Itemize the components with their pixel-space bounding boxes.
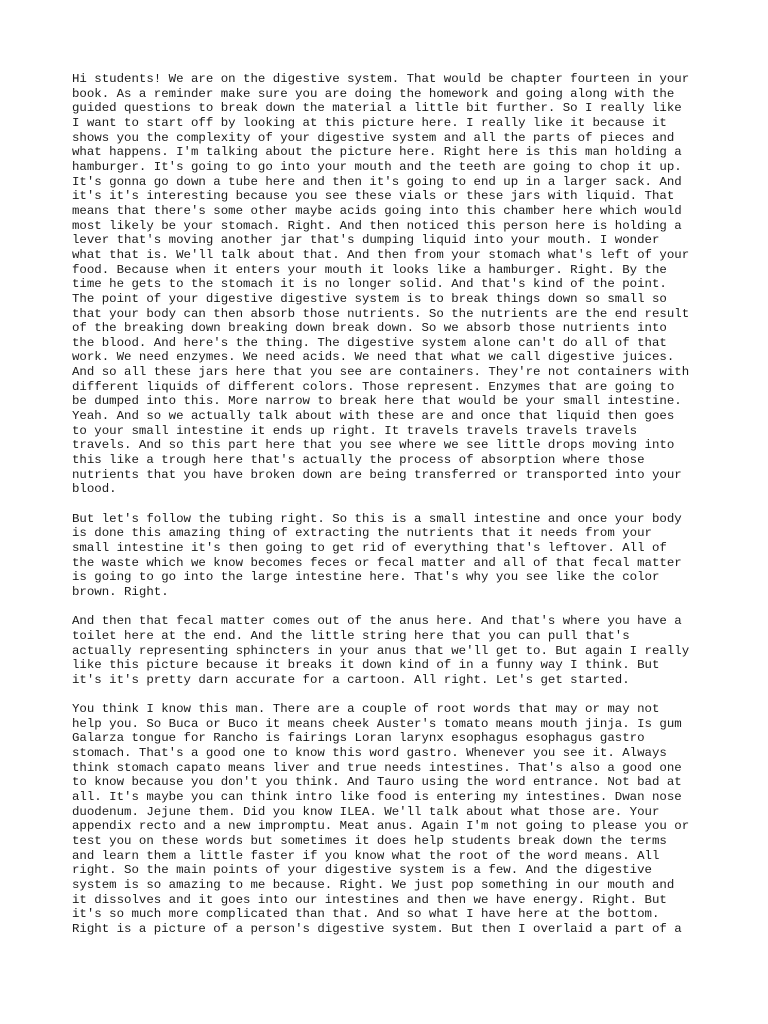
document-page [72, 72, 698, 951]
paragraph-root-words: You think I know this man. There are a couple of root words that may or may not help you. So Buca or Buco it means cheek Auster's tomato means mouth jinja. Is gum Galarza tongue for Rancho is fairings Loran larynx esophagus esophagus gastro stomach. That's a good one to know this word gastro. Whenever you see it. Always think stomach capato means liver and true needs intestines. That's also a good one to know because you don't you think. And Tauro using the word entrance. Not bad at all. It's maybe you can think intro like food is entering my intestines. Dwan nose duodenum. Jejune them. Did you know ILEA. We'll talk about what those are. Your appendix recto and a new impromptu. Meat anus. Again I'm not going to please you or test you on these words but sometimes it does help students break down the terms and learn them a little faster if you know what the root of the word means. All right. So the main points of your digestive system is a few. And the digestive system is so amazing to me because. Right. We just pop something in our mouth and it dissolves and it goes into our intestines and then we have energy. Right. But it's so much more complicated than that. And so what I have here at the bottom. Right is a picture of a person's digestive system. But then I overlaid a part of a [72, 702, 690, 937]
paragraph-anus: And then that fecal matter comes out of the anus here. And that's where you have a toilet here at the end. And the little string here that you can pull that's actually representing sphincters in your anus that we'll get to. But again I really like this picture because it breaks it down kind of in a funny way I think. But it's it's pretty darn accurate for a cartoon. All right. Let's get started. [72, 614, 690, 687]
paragraph-intro: Hi students! We are on the digestive system. That would be chapter fourteen in your book. As a reminder make sure you are doing the homework and going along with the guided questions to break down the material a little bit further. So I really like I want to start off by looking at this picture here. I really like it because it shows you the complexity of your digestive system and all the parts of pieces and what happens. I'm talking about the picture here. Right here is this man holding a hamburger. It's going to go into your mouth and the teeth are going to chop it up. It's gonna go down a tube here and then it's going to end up in a larger sack. And it's it's interesting because you see these vials or these jars with liquid. That means that there's some other maybe acids going into this chamber here which would most likely be your stomach. Right. And then noticed this person here is holding a lever that's moving another jar that's dumping liquid into your mouth. I wonder what that is. We'll talk about that. And then from your stomach what's left of your food. Because when it enters your mouth it looks like a hamburger. Right. By the time he gets to the stomach it is no longer solid. And that's kind of the point. The point of your digestive digestive system is to break things down so small so that your body can then absorb those nutrients. So the nutrients are the end result of the breaking down breaking down break down. So we absorb those nutrients into the blood. And here's the thing. The digestive system alone can't do all of that work. We need enzymes. We need acids. We need that what we call digestive juices. And so all these jars here that you see are containers. They're not containers with different liquids of different colors. Those represent. Enzymes that are going to be dumped into this. More narrow to break here that would be your small intestine. Yeah. And so we actually talk about with these are and once that liquid then goes to your small intestine it ends up right. It travels travels travels travels travels. And so this part here that you see where we see little drops moving into this like a trough here that's actually the process of absorption where those nutrients that you have broken down are being transferred or transported into your blood. [72, 72, 690, 497]
paragraph-small-intestine: But let's follow the tubing right. So this is a small intestine and once your body is done this amazing thing of extracting the nutrients that it needs from your small intestine it's then going to get rid of everything that's leftover. All of the waste which we know becomes feces or fecal matter and all of that fecal matter is going to go into the large intestine here. That's why you see like the color brown. Right. [72, 511, 682, 599]
